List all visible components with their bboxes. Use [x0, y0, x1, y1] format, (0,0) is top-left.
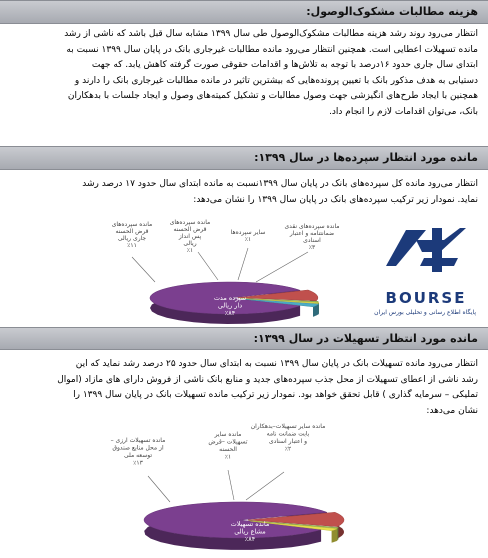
pie-slice-label: توسعه ملی [123, 452, 153, 459]
paragraph-line: همچنین با ایجاد طرح‌های انگیزشی جهت وصول مطالبات و تشکیل کمیته‌های وصول و ایجاد جلسات با بدهکاران [67, 91, 478, 101]
pie-slice-label: ٪۱ [186, 247, 194, 254]
paragraph-line: انتظار می‌رود مانده تسهیلات بانک در پایان سال ۱۳۹۹ نسبت به ابتدای سال حدود ۲۵ درصد رشد نماید که این [75, 359, 478, 369]
bourse-wordmark: BOURSE [385, 289, 467, 307]
pie-slice-label: مانده سپرده‌های [169, 219, 211, 226]
deposits-pie-chart [80, 212, 380, 330]
paragraph-line: نشان می‌دهد: [426, 405, 478, 416]
section-title: هزینه مطالبات مشکوک‌الوصول: [306, 5, 478, 18]
paragraph-line: رشد ناشی از اعطای تسهیلات از محل جذب سپرده‌های جدید و منابع بانک ناشی از فروش دارای های مازاد (اموال [57, 374, 478, 385]
pie-slice-label: سایر سپرده‌ها [230, 229, 266, 236]
pie-slice-label: اسنادی [303, 237, 321, 244]
bourse-logo [376, 222, 476, 322]
paragraph-line: بانک، می‌توان اقدامات لازم را انجام داد. [329, 106, 478, 117]
paragraph-line: مانده تسهیلات اعطایی است. همچنین انتظار می‌رود مانده مطالبات غیرجاری بانک در پایان سال ۱۳۹۹ نسبت به [66, 44, 478, 55]
bourse-emblem-icon [376, 222, 476, 286]
pie-slice-label: ریالی [183, 240, 197, 247]
section-paragraph [10, 357, 478, 419]
pie-slice-label: مانده سایر تسهیلات–بدهکاران [250, 423, 326, 430]
section-title: مانده مورد انتظار سپرده‌ها در سال ۱۳۹۹: [254, 151, 478, 164]
pie-slice-label: پس انداز [178, 233, 202, 240]
pie-slice-label: ٪۲ [284, 445, 292, 453]
pie-slice-label: و اعتبار اسنادی [268, 438, 308, 445]
pie-slice-label: مانده سپرده‌های [111, 221, 153, 228]
pie-slice-label: مانده تسهیلات ارزی – [110, 437, 166, 444]
pie-slice-label: ٪۳ [308, 244, 316, 251]
section-paragraph [10, 27, 478, 120]
pie-slice-label: جاری ریالی [117, 235, 147, 242]
pie-slice-label: ٪۸۴ [224, 309, 236, 317]
section-header [0, 0, 488, 24]
pie-slice-label: مانده سایر [214, 431, 242, 438]
section-title: مانده مورد انتظار تسهیلات در سال ۱۳۹۹: [253, 332, 478, 345]
pie-slice-label: ٪۱۳ [133, 459, 143, 467]
pie-slice-label: ٪۱ [224, 453, 232, 461]
pie-slice-label: دار ریالی [217, 301, 243, 310]
leader-line [228, 470, 234, 500]
pie-slice-label: سپرده مدت [213, 294, 247, 302]
pie-slice-label: قرض الحسنه [115, 228, 149, 235]
pie-slice-label: مشاع ریالی [234, 527, 266, 536]
pie-slice-label: ٪۱ [244, 236, 252, 243]
pie-slice-label: ٪۸۴ [244, 535, 256, 543]
pie-slice-label: مانده سپرده‌های نقدی [284, 223, 340, 230]
section-paragraph [10, 177, 478, 208]
paragraph-line: نماید. نمودار زیر ترکیب سپرده‌های بانک در پایان سال ۱۳۹۹ را نشان می‌دهد: [193, 194, 478, 205]
bourse-caption: پایگاه اطلاع رسانی و تحلیلی بورس ایران [374, 309, 476, 316]
pie-slice-side [332, 529, 338, 543]
leader-line [256, 252, 308, 282]
leader-line [198, 252, 218, 280]
pie-slice-label: ضمانتنامه و اعتبار [289, 230, 335, 237]
section-header [0, 327, 488, 350]
pie-slice-label: بابت ضمانت نامه [266, 430, 310, 438]
pie-slice-label: از محل منابع صندوق [112, 444, 164, 452]
paragraph-line: انتظار می‌رود مانده کل سپرده‌های بانک در پایان سال ۱۳۹۹نسبت به مانده ابتدای سال حدود ۱۷ درصد رشد [82, 179, 478, 189]
pie-slice-label: ٪۱۱ [127, 242, 137, 249]
pie-slice-label: تسهیلات –قرض [208, 438, 248, 446]
leader-line [238, 248, 248, 280]
pie-slice-label: قرض الحسنه [173, 226, 207, 233]
loans-pie-chart [100, 422, 380, 556]
leader-line [246, 472, 284, 500]
paragraph-line: ابتدای سال جاری حدود ۱۶درصد با توجه به تلاش‌ها و اقدامات حقوقی صورت گرفته کاهش یابد. که جهت [91, 60, 478, 70]
leader-line [132, 257, 155, 282]
section-header [0, 146, 488, 170]
paragraph-line: دستیابی به هدف مذکور بانک با تعیین پرونده‌هایی که بیشترین تاثیر در مانده مطالبات غیرجاری بانک را دارند و [74, 75, 478, 86]
pie-slice-label: الحسنه [219, 446, 237, 453]
pie-slice-label: مانده تسهیلات [230, 520, 270, 528]
paragraph-line: انتظار می‌رود روند رشد هزینه مطالبات مشکوک‌الوصول طی سال ۱۳۹۹ مشابه سال قبل باشد که ناشی از رشد [64, 29, 478, 39]
paragraph-line: تملیکی – سرمایه گذاری ) قابل تحقق خواهد بود. نمودار زیر ترکیب مانده تسهیلات بانک در پایان سال ۱۳۹۹ را [73, 390, 478, 400]
leader-line [148, 476, 170, 502]
